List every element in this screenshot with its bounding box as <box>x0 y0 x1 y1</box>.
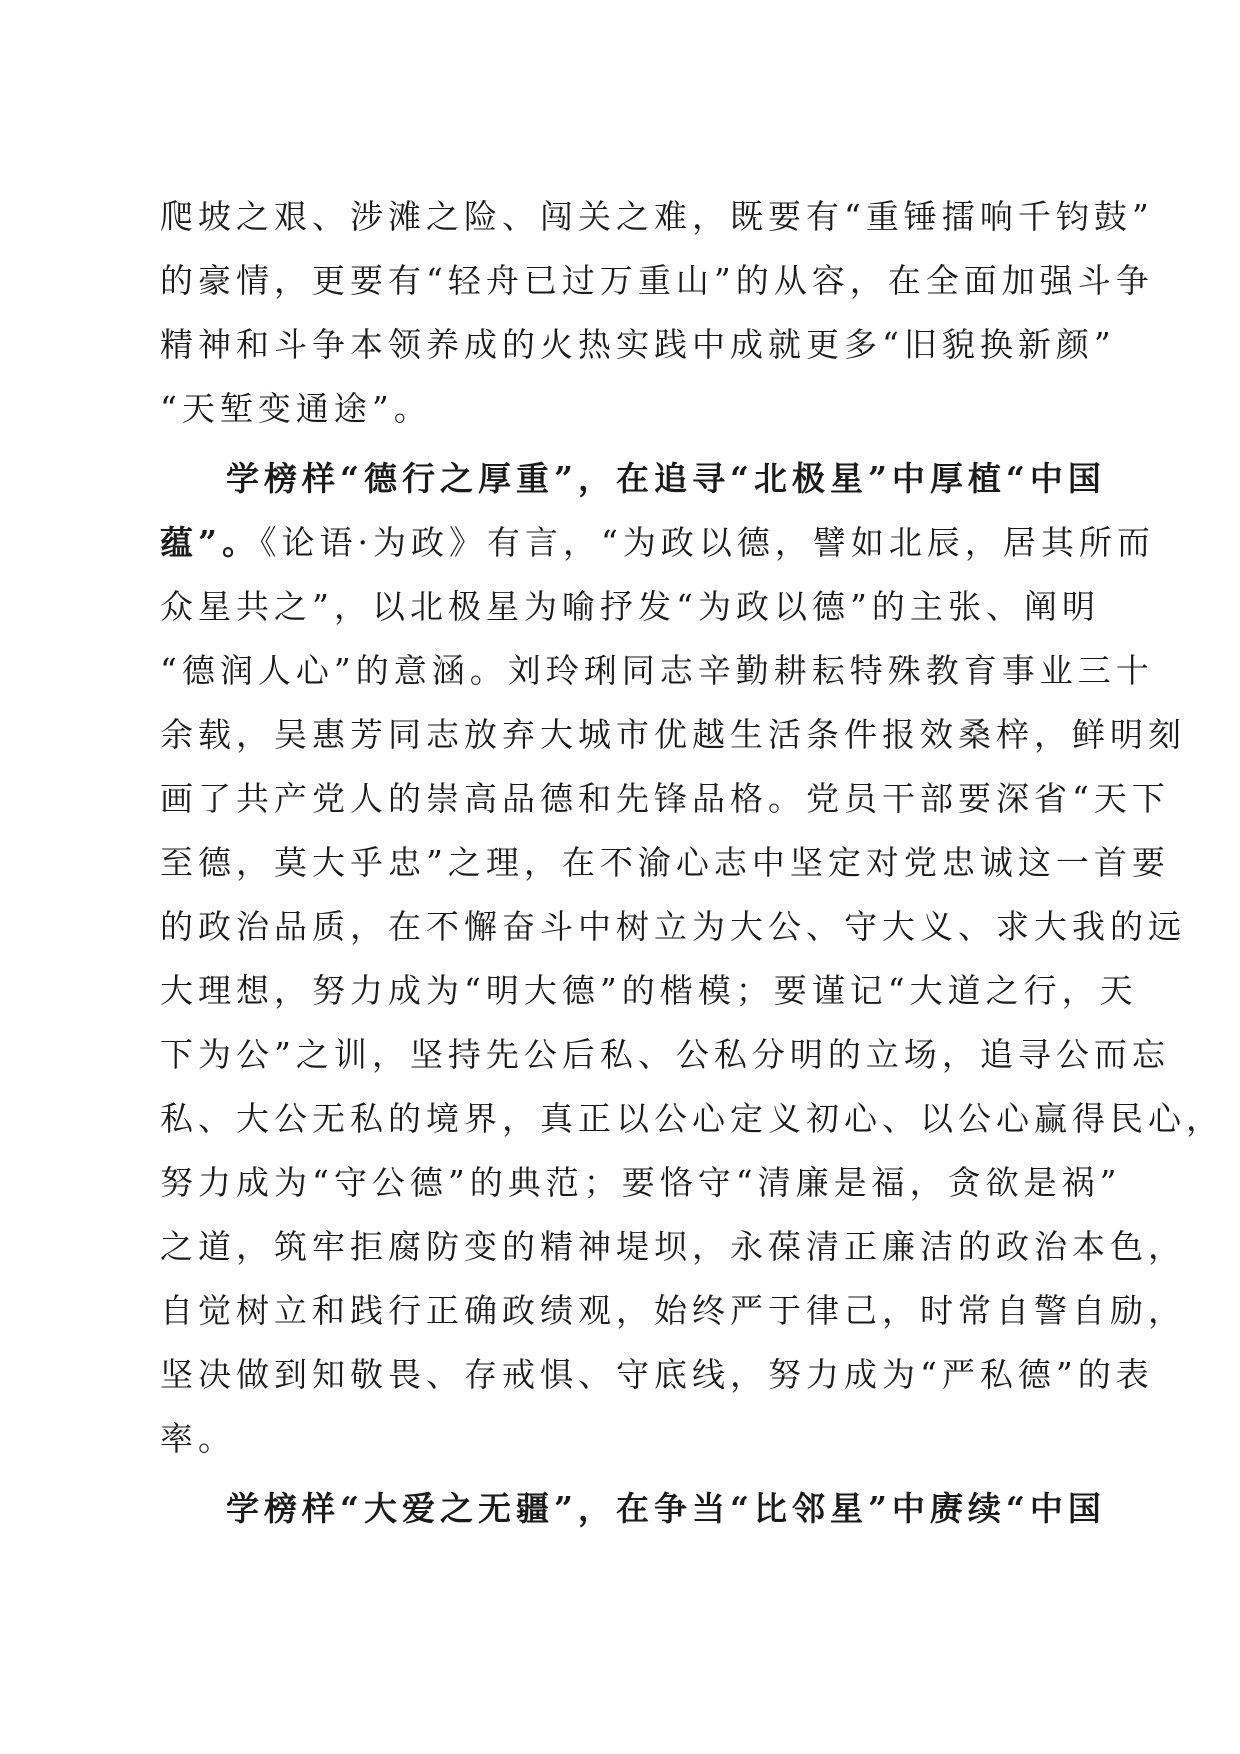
text-line: 私、大公无私的境界，真正以公心定义初心、以公心赢得民心， <box>160 1099 1224 1138</box>
text-line: “德润人心”的意涵。刘玲琍同志辛勤耕耘特殊教育事业三十 <box>160 651 1154 690</box>
text-line: 余载，吴惠芳同志放弃大城市优越生活条件报效桑梓，鲜明刻 <box>160 715 1186 754</box>
text-line: 努力成为“守公德”的典范；要恪守“清廉是福，贪欲是祸” <box>160 1163 1122 1202</box>
text-line: 画了共产党人的崇高品德和先锋品格。党员干部要深省“天下 <box>160 779 1170 818</box>
text-line: 下为公”之训，坚持先公后私、公私分明的立场，追寻公而忘 <box>160 1035 1170 1074</box>
paragraph-1 <box>160 193 1154 449</box>
text-line: 自觉树立和践行正确政绩观，始终严于律己，时常自警自励， <box>160 1291 1186 1330</box>
text-line: 的政治品质，在不懈奋斗中树立为大公、守大义、求大我的远 <box>160 907 1186 946</box>
text-line: 爬坡之艰、涉滩之险、闯关之难，既要有“重锤擂响千钧鼓” <box>160 197 1154 236</box>
heading-tail: 蕴”。 <box>160 523 260 562</box>
text-line: 至德，莫大乎忠”之理，在不渝心志中坚定对党忠诚这一首要 <box>160 843 1170 882</box>
text-line: 精神和斗争本领养成的火热实践中成就更多“旧貌换新颜” <box>160 325 1116 364</box>
paragraph-3 <box>160 1485 1106 1549</box>
paragraph-heading-line: 学榜样“大爱之无疆”，在争当“比邻星”中赓续“中国 <box>226 1489 1106 1528</box>
text-line: 众星共之”，以北极星为喻抒发“为政以德”的主张、阐明 <box>160 587 1100 626</box>
text-line: 率。 <box>160 1419 236 1458</box>
text-line: 之道，筑牢拒腐防变的精神堤坝，永葆清正廉洁的政治本色， <box>160 1227 1186 1266</box>
paragraph-2 <box>160 455 1224 1479</box>
document-body <box>160 193 1224 1549</box>
paragraph-heading-line: 学榜样“德行之厚重”，在追寻“北极星”中厚植“中国 <box>226 459 1106 498</box>
text-line: 的豪情，更要有“轻舟已过万重山”的从容，在全面加强斗争 <box>160 261 1154 300</box>
text-line <box>160 519 1155 583</box>
text-line: “天堑变通途”。 <box>160 389 432 428</box>
text-line: 大理想，努力成为“明大德”的楷模；要谨记“大道之行，天 <box>160 971 1138 1010</box>
text-line: 坚决做到知敬畏、存戒惧、守底线，努力成为“严私德”的表 <box>160 1355 1154 1394</box>
text-segment: 《论语·为政》有言，“为政以德，譬如北辰，居其所而 <box>259 523 1155 562</box>
